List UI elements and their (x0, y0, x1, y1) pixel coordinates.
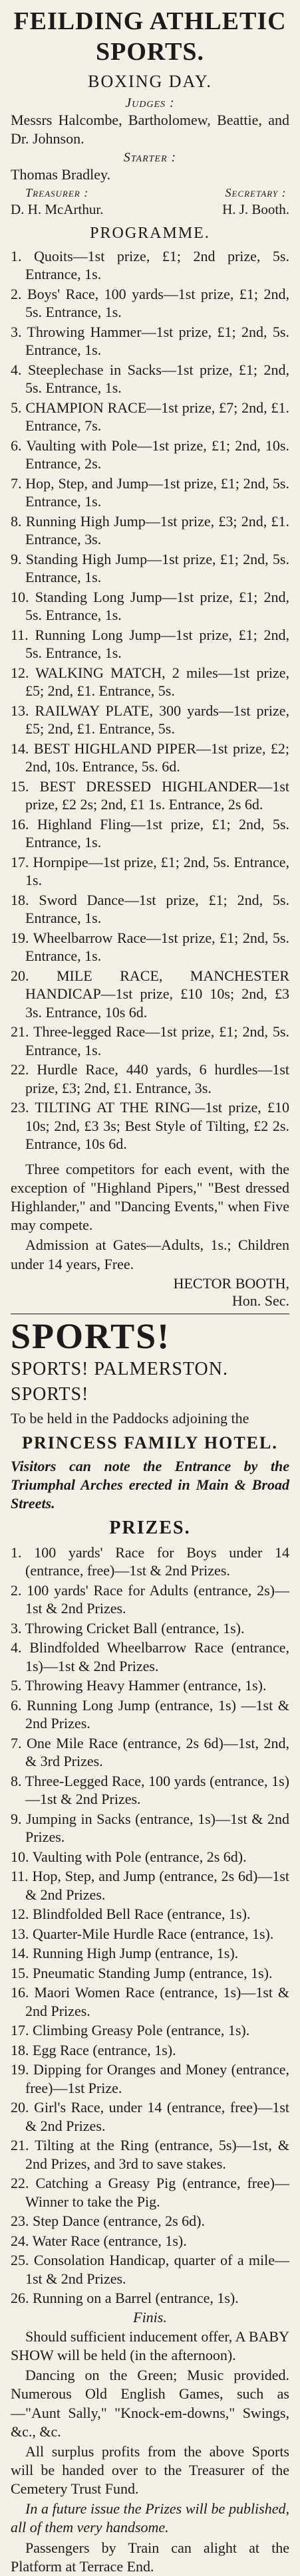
prize-item: 25. Consolation Handicap, quarter of a mile—1st & 2nd Prizes. (11, 2252, 289, 2287)
programme-item: 21. Three-legged Race—1st prize, £1; 2nd, 5s. Entrance, 1s. (11, 1023, 289, 1058)
programme-item: 19. Wheelbarrow Race—1st prize, £1; 2nd, 5s. Entrance, 1s. (11, 929, 289, 965)
prize-item: 9. Jumping in Sacks (entrance, 1s)—1st & 2nd Prizes. (11, 1810, 289, 1846)
prize-item: 8. Three-Legged Race, 100 yards (entrance, 1s)—1st & 2nd Prizes. (11, 1772, 289, 1808)
programme-item: 10. Standing Long Jump—1st prize, £1; 2nd, 5s. Entrance, 1s. (11, 588, 289, 624)
starter-label: Starter : (123, 149, 177, 165)
feilding-sports-ad (11, 7, 289, 1310)
programme-item: 8. Running High Jump—1st prize, £3; 2nd, £1. Entrance, 3s. (11, 512, 289, 548)
programme-item: 2. Boys' Race, 100 yards—1st prize, £1; 2nd, 5s. Entrance, 1s. (11, 285, 289, 321)
secretary-name: H. J. Booth. (222, 201, 289, 218)
treasurer-name: D. H. McArthur. (11, 201, 104, 218)
treasurer-block (11, 185, 103, 219)
secretary-block (222, 185, 289, 219)
surplus-note: All surplus profits from the above Sports will be handed over to the Treasurer of the Cemetery Trust Fund. (11, 2442, 289, 2498)
programme-item: 22. Hurdle Race, 440 yards, 6 hurdles—1st prize, £3; 2nd, £1. Entrance, 3s. (11, 1061, 289, 1096)
programme-item: 3. Throwing Hammer—1st prize, £1; 2nd, 5s. Entrance, 1s. (11, 323, 289, 359)
programme-heading: PROGRAMME. (90, 225, 210, 243)
programme-item: 14. BEST HIGHLAND PIPER—1st prize, £2; 2nd, 10s. Entrance, 5s. 6d. (11, 740, 289, 775)
programme-item: 18. Sword Dance—1st prize, £1; 2nd, 5s. Entrance, 1s. (11, 891, 289, 927)
programme-item: 5. CHAMPION RACE—1st prize, £7; 2nd, £1. Entrance, 7s. (11, 399, 289, 435)
prize-item: 23. Step Dance (entrance, 2s 6d). (11, 2213, 206, 2230)
signature-name: HECTOR BOOTH, (173, 1274, 289, 1292)
programme-item: 15. BEST DRESSED HIGHLANDER—1st prize, £2 2s; 2nd, £1 1s. Entrance, 2s 6d. (11, 777, 289, 813)
admission-note: Admission at Gates—Adults, 1s.; Children under 14 years, Free. (11, 1237, 289, 1272)
programme-item: 11. Running Long Jump—1st prize, £1; 2nd, 5s. Entrance, 1s. (11, 626, 289, 662)
prize-item: 4. Blindfolded Wheelbarrow Race (entrance, 1s)—1st & 2nd Prizes. (11, 1639, 289, 1674)
ad-title: FEILDING ATHLETIC SPORTS. (13, 7, 287, 66)
prize-item: 12. Blindfolded Bell Race (entrance, 1s). (11, 1906, 251, 1923)
officials-row (11, 185, 289, 219)
prize-item: 7. One Mile Race (entrance, 2s 6d)—1st, 2nd, & 3rd Prizes. (11, 1734, 289, 1770)
prize-item: 19. Dipping for Oranges and Money (entrance, free)—1st Prize. (11, 2061, 289, 2096)
judges-names: Messrs Halcombe, Bartholomew, Beattie, and Dr. Johnson. (11, 112, 289, 148)
prize-item: 26. Running on a Barrel (entrance, 1s). (11, 2290, 239, 2307)
programme-item: 12. WALKING MATCH, 2 miles—1st prize, £5; 2nd, £1. Entrance, 5s. (11, 664, 289, 700)
programme-item: 13. RAILWAY PLATE, 300 yards—1st prize, £5; 2nd, £1. Entrance, 5s. (11, 702, 289, 738)
judges-label: Judges : (125, 96, 175, 111)
prize-item: 24. Water Race (entrance, 1s). (11, 2232, 187, 2249)
baby-show-note: Should sufficient inducement offer, A BABY SHOW will be held (in the afternoon). (11, 2328, 289, 2364)
programme-item: 4. Steeplechase in Sacks—1st prize, £1; 2nd, 5s. Entrance, 1s. (11, 361, 289, 397)
programme-item: 16. Highland Fling—1st prize, £1; 2nd, 5s. Entrance, 1s. (11, 815, 289, 851)
prizes-heading: PRIZES. (109, 1518, 191, 1539)
train-note: Passengers by Train can alight at the Platform at Terrace End. (11, 2539, 289, 2575)
finis: Finis. (133, 2308, 167, 2326)
dancing-note: Dancing on the Green; Music provided. Numerous Old English Games, such as—"Aunt Sally," "Knock-em-downs," Swings, &c., &c. (11, 2367, 289, 2440)
ad2-title: SPORTS! (11, 1316, 171, 1356)
prize-item: 2. 100 yards' Race for Adults (entrance, 2s)—1st & 2nd Prizes. (11, 1581, 289, 1617)
prizes-list (11, 1543, 289, 2308)
programme-item: 9. Standing High Jump—1st prize, £1; 2nd, 5s. Entrance, 1s. (11, 550, 289, 586)
prize-item: 17. Climbing Greasy Pole (entrance, 1s). (11, 2022, 250, 2039)
programme-item: 23. TILTING AT THE RING—1st prize, £10 10s; 2nd, £3 3s; Best Style of Tilting, £2 2s. Entrance, 10s 6d. (11, 1099, 289, 1153)
hotel-name: PRINCESS FAMILY HOTEL. (22, 1433, 278, 1452)
secretary-label: Secretary : (225, 185, 287, 199)
prize-item: 10. Vaulting with Pole (entrance, 2s 6d). (11, 1848, 247, 1865)
prize-item: 6. Running Long Jump (entrance, 1s) —1st & 2nd Prizes. (11, 1696, 289, 1732)
prize-item: 1. 100 yards' Race for Boys under 14 (entrance, free)—1st & 2nd Prizes. (11, 1543, 289, 1579)
prize-item: 15. Pneumatic Standing Jump (entrance, 1s). (11, 1964, 273, 1981)
prize-item: 11. Hop, Step, and Jump (entrance, 2s 6d)—1st & 2nd Prizes. (11, 1868, 289, 1903)
ad-subtitle: BOXING DAY. (88, 72, 212, 92)
programme-item: 20. MILE RACE, MANCHESTER HANDICAP—1st prize, £10 10s; 2nd, £3 3s. Entrance, 10s 6d. (11, 967, 289, 1021)
signature-title: Hon. Sec. (231, 1292, 289, 1309)
prize-item: 14. Running High Jump (entrance, 1s). (11, 1945, 239, 1962)
starter-name: Thomas Bradley. (11, 165, 111, 183)
programme-list (11, 247, 289, 1153)
programme-item: 17. Hornpipe—1st prize, £1; 2nd, 5s. Entrance, 1s. (11, 853, 289, 889)
prize-item: 21. Tilting at the Ring (entrance, 5s)—1st, & 2nd Prizes, and 3rd to save stakes. (11, 2137, 289, 2172)
programme-item: 1. Quoits—1st prize, £1; 2nd prize, 5s. Entrance, 1s. (11, 247, 289, 283)
treasurer-label: Treasurer : (25, 185, 89, 199)
programme-item: 6. Vaulting with Pole—1st prize, £1; 2nd, 10s. Entrance, 2s. (11, 437, 289, 472)
visitors-note: Visitors can note the Entrance by the Triumphal Arches erected in Main & Broad Streets. (11, 1457, 289, 1512)
prize-item: 5. Throwing Heavy Hammer (entrance, 1s). (11, 1677, 267, 1694)
prize-item: 20. Girl's Race, under 14 (entrance, free)—1st & 2nd Prizes. (11, 2099, 289, 2134)
prize-item: 18. Egg Race (entrance, 1s). (11, 2041, 176, 2058)
prize-item: 16. Maori Women Race (entrance, 1s)—1st & 2nd Prizes. (11, 1984, 289, 2019)
prize-item: 3. Throwing Cricket Ball (entrance, 1s). (11, 1619, 245, 1636)
future-issue-note: In a future issue the Prizes will be published, all of them very handsome. (11, 2500, 289, 2536)
ad2-intro: To be held in the Paddocks adjoining the (11, 1410, 249, 1427)
competitors-note: Three competitors for each event, with the exception of "Highland Pipers," "Best dressed Highlander," and "Dancing Events," when Five may compete. (11, 1160, 289, 1234)
prize-item: 22. Catching a Greasy Pig (entrance, free)—Winner to take the Pig. (11, 2175, 289, 2210)
palmerston-sports-ad (11, 1318, 289, 2576)
prize-item: 13. Quarter-Mile Hurdle Race (entrance, 1s). (11, 1925, 274, 1942)
programme-item: 7. Hop, Step, and Jump—1st prize, £1; 2nd, 5s. Entrance, 1s. (11, 474, 289, 510)
ad2-subtitle: SPORTS! PALMERSTON. SPORTS! (11, 1358, 228, 1405)
